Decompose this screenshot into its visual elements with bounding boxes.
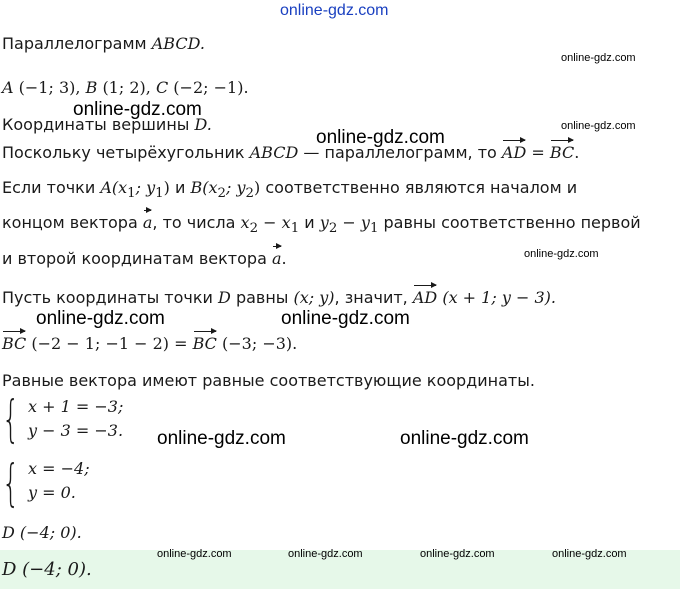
text: концом вектора [2,213,138,232]
math: ) [163,178,170,197]
punct: . [243,78,249,97]
text: Параллелограмм [2,34,147,53]
line-let-coords [2,288,556,308]
sub: 2 [249,221,259,237]
brace-icon: { [2,454,20,512]
math-expr: (−2 − 1; −1 − 2) = [31,334,188,353]
text: , то числа [152,213,236,232]
watermark-top: online-gdz.com [280,2,389,19]
vector-a: a [271,249,282,268]
math-a: A [2,78,14,97]
sub: 2 [217,186,227,202]
watermark: online-gdz.com [281,308,410,329]
math-d: D [218,288,231,307]
sub: 2 [245,186,255,202]
math: x [240,213,250,232]
text: равны соответственно первой [383,213,641,232]
watermark: online-gdz.com [400,428,529,449]
math-b: B [85,78,98,97]
watermark: online-gdz.com [157,548,232,560]
line-parallelogram [2,34,205,54]
equation: x = −4; [28,459,90,478]
equation: y = 0. [28,483,76,502]
line-equal-vectors [2,371,535,391]
math-ad-coords: (x + 1; y − 3). [442,288,556,307]
watermark: online-gdz.com [561,52,636,64]
system-1 [28,395,123,443]
math-abcd: ABCD [249,143,299,162]
watermark: online-gdz.com [157,428,286,449]
watermark: online-gdz.com [420,548,495,560]
watermark: online-gdz.com [524,248,599,260]
vector-a: a [142,213,153,232]
line-vector-end [2,213,641,239]
math: ; y [226,178,246,197]
watermark: online-gdz.com [561,120,636,132]
math: ; y [135,178,156,197]
math-d: D. [194,115,212,134]
watermark: online-gdz.com [552,548,627,560]
punct: . [574,143,580,162]
vector-ad: AD [501,143,527,162]
text: Пусть координаты точки [2,288,213,307]
math: − [263,213,277,232]
math-c-coords: (−2; −1) [173,78,244,97]
math: B(x [190,178,218,197]
math: y [360,213,370,232]
math: ) [254,178,261,197]
brace-icon: { [2,390,20,448]
math-b-coords: (1; 2) [102,78,146,97]
watermark: online-gdz.com [36,308,165,329]
text: и [304,213,315,232]
line-since [2,143,579,163]
text: и [175,178,186,197]
math: − [342,213,356,232]
line-bc [2,334,297,354]
text: Если точки [2,178,96,197]
math-abcd: ABCD. [151,34,205,53]
math-eq: = [531,143,545,162]
math: x [281,213,291,232]
vector-ad: AD [412,288,438,307]
equation: y − 3 = −3. [28,421,124,440]
text: Поскольку четырёхугольник [2,143,245,162]
punct: . [281,249,287,268]
sub: 1 [155,186,164,202]
sub: 1 [127,186,136,202]
vector-bc: BC [2,334,27,353]
sub: 1 [290,221,300,237]
answer-text: D (−4; 0). [2,559,92,580]
text: соответственно являются началом и [265,178,578,197]
sub: 2 [328,221,338,237]
math-a-coords: (−1; 3) [18,78,76,97]
vector-bc: BC [192,334,217,353]
math-c: C [155,78,169,97]
vector-bc: BC [549,143,575,162]
text: , значит, [334,288,408,307]
math: A(x [100,178,128,197]
system-2 [28,457,90,505]
watermark: online-gdz.com [73,99,202,120]
line-second-coord [2,249,287,269]
text: Равные вектора имеют равные соответствующие координаты. [2,371,535,390]
watermark: online-gdz.com [316,127,445,148]
text: — параллелограмм, то [303,143,497,162]
math-result: (−3; −3). [222,334,298,353]
sub: 1 [369,221,379,237]
text: и второй координатам вектора [2,249,267,268]
equation: x + 1 = −3; [28,397,124,416]
math: y [319,213,329,232]
line-points: A (−1; 3), B (1; 2), C (−2; −1). [2,78,249,97]
text: равны [235,288,289,307]
watermark: online-gdz.com [288,548,363,560]
result-line: D (−4; 0). [2,523,82,542]
line-if-points [2,178,577,204]
math-coords: (x; y) [293,288,335,307]
text: Координаты вершины [2,115,190,134]
